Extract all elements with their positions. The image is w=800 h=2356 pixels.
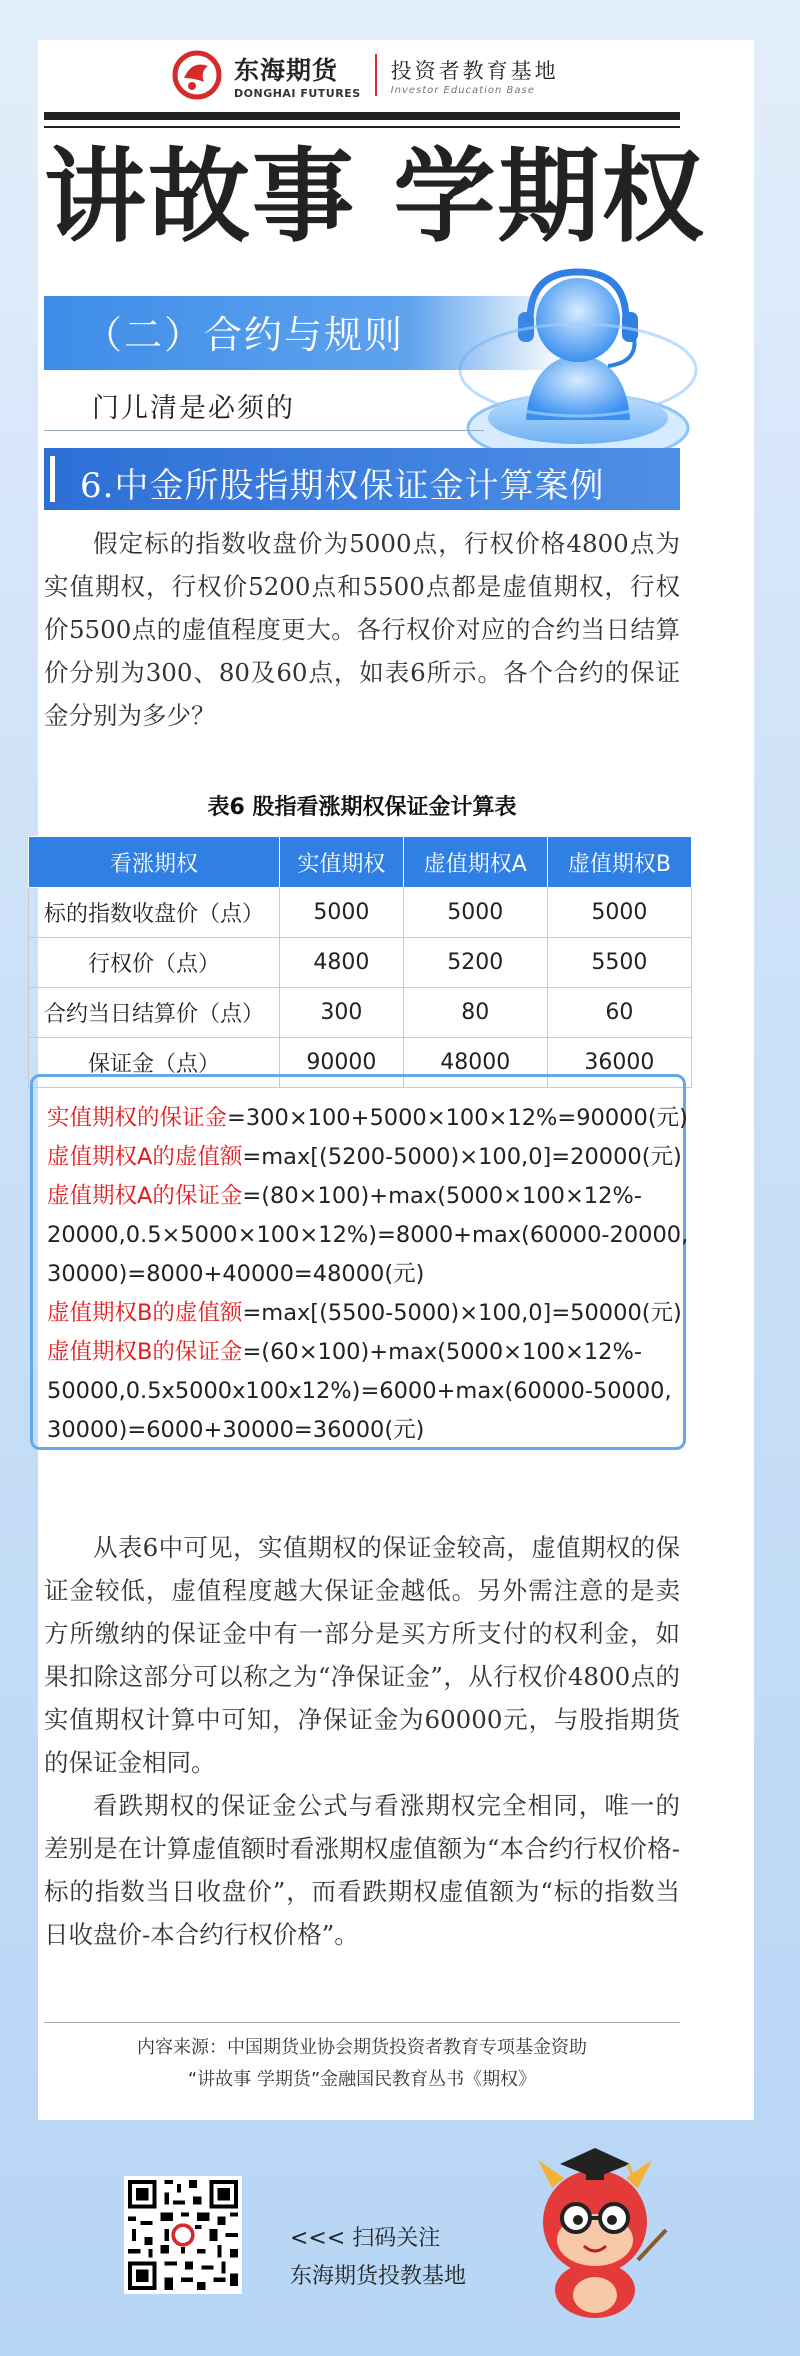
calc-text: =300×100+5000×100×12%=90000(元) bbox=[227, 1105, 688, 1131]
tagline-divider bbox=[44, 430, 484, 431]
page-title: 讲故事 学期权 bbox=[44, 138, 706, 257]
table-cell: 48000 bbox=[403, 1038, 547, 1088]
calc-text: =(60×100)+max(5000×100×12%- bbox=[242, 1339, 642, 1365]
calc-line bbox=[47, 1411, 669, 1450]
header-rule-thin bbox=[44, 126, 680, 128]
tagline: 门儿清是必须的 bbox=[92, 393, 295, 424]
table-header-row bbox=[29, 837, 692, 888]
calculation-box bbox=[30, 1074, 689, 1450]
table-cell: 36000 bbox=[547, 1038, 691, 1088]
calc-key: 虚值期权A的保证金 bbox=[47, 1183, 243, 1209]
donghai-logo-icon bbox=[170, 48, 224, 102]
table-header-cell: 实值期权 bbox=[280, 837, 404, 888]
subtitle: （二）合约与规则 bbox=[84, 313, 405, 357]
table-row bbox=[29, 988, 692, 1038]
calc-key: 虚值期权B的保证金 bbox=[47, 1339, 243, 1365]
calc-line bbox=[47, 1333, 669, 1372]
qr-code[interactable] bbox=[124, 2176, 242, 2294]
calc-text: =(80×100)+max(5000×100×12%- bbox=[242, 1183, 642, 1209]
brand-name bbox=[234, 51, 361, 100]
dragon-mascot-illustration bbox=[520, 2130, 670, 2320]
table-cell: 5000 bbox=[280, 888, 404, 938]
calc-text: 30000)=8000+40000=48000(元) bbox=[47, 1261, 425, 1287]
calc-text: 20000,0.5×5000×100×12%)=8000+max(60000-20000, bbox=[47, 1222, 689, 1248]
calc-line bbox=[47, 1177, 669, 1216]
table-cell: 4800 bbox=[280, 938, 404, 988]
section-heading-bar bbox=[44, 448, 680, 510]
calc-text: =max[(5200-5000)×100,0]=20000(元) bbox=[242, 1144, 682, 1170]
calc-line bbox=[47, 1138, 682, 1177]
table-cell: 90000 bbox=[280, 1038, 404, 1088]
scan-prompt-line-1: <<< 扫码关注 bbox=[290, 2226, 441, 2251]
table-row-label: 行权价（点） bbox=[29, 938, 280, 988]
table-cell: 5000 bbox=[547, 888, 691, 938]
footer-divider bbox=[44, 2022, 680, 2023]
calc-text: 30000)=6000+30000=36000(元) bbox=[47, 1417, 425, 1443]
analysis-paragraph: 从表6中可见，实值期权的保证金较高，虚值期权的保证金较低，虚值程度越大保证金越低。另外需注意的是卖方所缴纳的保证金中有一部分是买方所支付的权利金，如果扣除这部分可以称之为“净保证金”，从行权价4800点的实值期权计算中可知，净保证金为60000元，与股指期货的保证金相同。 bbox=[44, 1533, 680, 1777]
table-cell: 300 bbox=[280, 988, 404, 1038]
table-header-cell: 看涨期权 bbox=[29, 837, 280, 888]
brand-name-en: DONGHAI FUTURES bbox=[234, 86, 361, 100]
calc-key: 虚值期权A的虚值额 bbox=[47, 1144, 243, 1170]
table-header-cell: 虚值期权B bbox=[547, 837, 691, 888]
subtitle-banner bbox=[44, 296, 564, 370]
table-header-cell: 虚值期权A bbox=[403, 837, 547, 888]
table-row-label: 保证金（点） bbox=[29, 1038, 280, 1088]
intro-paragraph: 假定标的指数收盘价为5000点，行权价格4800点为实值期权，行权价5200点和5500点都是虚值期权，行权价5500点的虚值程度更大。各行权价对应的合约当日结算价分别为300、80及60点，如表6所示。各个合约的保证金分别为多少？ bbox=[44, 529, 680, 730]
table-row bbox=[29, 938, 692, 988]
calc-key: 实值期权的保证金 bbox=[47, 1105, 228, 1131]
brand-name-cn: 东海期货 bbox=[234, 55, 339, 85]
table-cell: 5500 bbox=[547, 938, 691, 988]
table-row bbox=[29, 888, 692, 938]
calc-line bbox=[47, 1255, 669, 1294]
brand-base bbox=[391, 55, 559, 96]
calc-line bbox=[47, 1099, 688, 1138]
calc-text: =max[(5500-5000)×100,0]=50000(元) bbox=[242, 1300, 682, 1326]
calc-key: 虚值期权B的虚值额 bbox=[47, 1300, 243, 1326]
brand-base-cn: 投资者教育基地 bbox=[390, 58, 559, 83]
scan-prompt-line-2: 东海期货投教基地 bbox=[290, 2264, 467, 2289]
put-option-paragraph: 看跌期权的保证金公式与看涨期权完全相同，唯一的差别是在计算虚值额时看涨期权虚值额为“本合约行权价格-标的指数当日收盘价”，而看跌期权虚值额为“标的指数当日收盘价-本合约行权价格”。 bbox=[44, 1791, 680, 1949]
calc-line bbox=[47, 1372, 672, 1411]
source-line-1: 内容来源：中国期货业协会期货投资者教育专项基金资助 bbox=[137, 2037, 587, 2058]
table-cell: 5000 bbox=[403, 888, 547, 938]
margin-table bbox=[28, 836, 692, 1088]
calc-text: 50000,0.5x5000x100x12%)=6000+max(60000-50000, bbox=[47, 1378, 672, 1404]
calc-line bbox=[47, 1294, 682, 1333]
header-rule-thick bbox=[44, 112, 680, 120]
table-cell: 5200 bbox=[403, 938, 547, 988]
source-line-2: “讲故事 学期货”金融国民教育丛书《期权》 bbox=[187, 2069, 537, 2090]
table-cell: 80 bbox=[403, 988, 547, 1038]
section-heading: 6.中金所股指期权保证金计算案例 bbox=[80, 466, 605, 506]
table-row-label: 标的指数收盘价（点） bbox=[29, 888, 280, 938]
table-row-label: 合约当日结算价（点） bbox=[29, 988, 280, 1038]
table-title: 表6 股指看涨期权保证金计算表 bbox=[207, 795, 517, 820]
calc-line bbox=[47, 1216, 689, 1255]
brand-header bbox=[170, 40, 559, 110]
brand-divider bbox=[375, 54, 377, 96]
scan-prompt bbox=[290, 2220, 466, 2296]
brand-base-en: Investor Education Base bbox=[390, 84, 535, 96]
content-source bbox=[44, 2032, 680, 2096]
table-cell: 60 bbox=[547, 988, 691, 1038]
